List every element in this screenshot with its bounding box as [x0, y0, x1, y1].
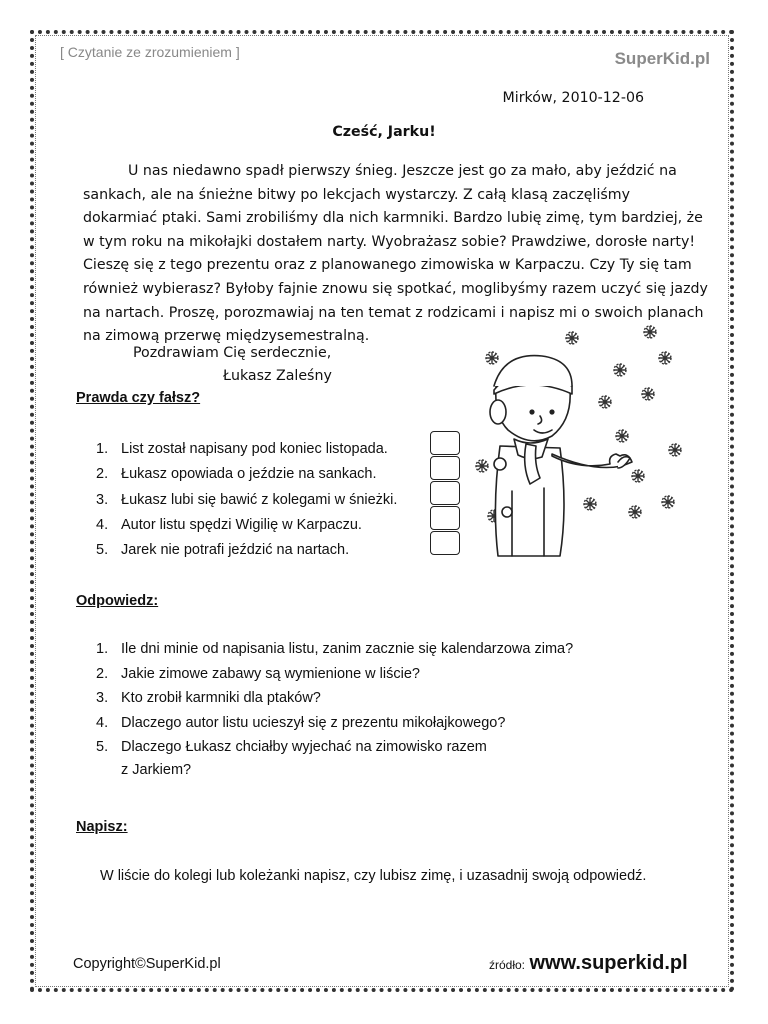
- source-link[interactable]: www.superkid.pl: [529, 952, 688, 974]
- snowflake-icon: [629, 506, 641, 518]
- item-number: 5.: [96, 542, 109, 559]
- item-text: Dlaczego autor listu ucieszył się z prezentu mikołajkowego?: [121, 714, 506, 731]
- item-text-continued: z Jarkiem?: [121, 762, 192, 778]
- letter-body-text: U nas niedawno spadł pierwszy śnieg. Jeszcze jest go za mało, aby jeździć na sankach, ale na śnieżne bitwy po lekcjach wystarczy. Z całą klasą zaczęliśmy dokarmiać ptaki. Sami zrobiliśmy dla nich karmniki. Bardzo lubię zimę, tym bardziej, że w tym roku na mikołajki dostałem narty. Wyobrażasz sobie? Prawdziwe, dorosłe narty! Cieszę się z tego prezentu oraz z planowanego zimowiska w Karpaczu. Czy Ty się tam również wybierasz? Byłoby fajnie znowu się spotkać, moglibyśmy razem uczyć się jazdy na nartach. Proszę, porozmawiaj na ten temat z rodzicami i napisz mi o swoich planach na zimową przerwę międzysemestralną.: [83, 163, 708, 345]
- letter-date: Mirków, 2010-12-06: [502, 90, 644, 106]
- list-item: [96, 517, 397, 542]
- item-text: Kto zrobił karmniki dla ptaków?: [121, 690, 321, 706]
- item-text: Łukasz opowiada o jeździe na sankach.: [121, 466, 377, 483]
- letter-greeting: Cześć, Jarku!: [332, 124, 436, 140]
- item-number: 3.: [96, 491, 109, 508]
- list-item: [96, 542, 397, 567]
- snowflake-icon: [584, 498, 596, 510]
- list-item: [96, 690, 582, 715]
- list-item: [96, 739, 582, 778]
- list-item: [96, 441, 397, 466]
- list-item: [96, 466, 397, 491]
- item-text: List został napisany pod koniec listopada.: [121, 441, 388, 457]
- boy-in-snow-illustration: [470, 316, 710, 566]
- item-text: Dlaczego Łukasz chciałby wyjechać na zimowisko razem: [121, 739, 487, 755]
- brand-logo: SuperKid.pl: [614, 49, 710, 68]
- closing-text: Pozdrawiam Cię serdecznie,: [133, 345, 332, 361]
- answer-box[interactable]: [430, 531, 460, 555]
- item-number: 1.: [96, 641, 109, 657]
- snowflake-icon: [599, 396, 611, 408]
- item-text: Autor listu spędzi Wigilię w Karpaczu.: [121, 516, 362, 533]
- item-number: 2.: [96, 665, 109, 682]
- snowflake-icon: [644, 326, 656, 338]
- snowflake-icon: [476, 460, 488, 472]
- list-item: [96, 641, 582, 666]
- item-text: Jakie zimowe zabawy są wymienione w liście?: [121, 665, 420, 682]
- answer-box[interactable]: [430, 481, 460, 505]
- true-false-title: Prawda czy fałsz?: [76, 390, 201, 406]
- snowflake-icon: [616, 430, 628, 442]
- snowflake-icon: [669, 444, 681, 456]
- answer-box[interactable]: [430, 506, 460, 530]
- source-line: [489, 952, 688, 975]
- item-text: Łukasz lubi się bawić z kolegami w śnieżki.: [121, 491, 398, 508]
- item-number: 2.: [96, 466, 109, 483]
- snowflake-icon: [659, 352, 671, 364]
- snowflake-icon: [566, 332, 578, 344]
- letter-signature: Łukasz Zaleśny: [223, 368, 332, 384]
- item-text: Jarek nie potrafi jeździć na nartach.: [121, 542, 350, 559]
- list-item: [96, 666, 582, 691]
- snowflake-icon: [486, 352, 498, 364]
- letter-closing: [133, 342, 332, 388]
- snowflake-icon: [642, 388, 654, 400]
- item-number: 1.: [96, 441, 109, 457]
- answer-list: [96, 641, 582, 778]
- snowflake-icon: [662, 496, 674, 508]
- worksheet-tag: [ Czytanie ze zrozumieniem ]: [60, 44, 240, 60]
- answer-box[interactable]: [430, 431, 460, 455]
- answer-box[interactable]: [430, 456, 460, 480]
- snowflake-icon: [632, 470, 644, 482]
- copyright: Copyright©SuperKid.pl: [73, 956, 221, 972]
- item-number: 4.: [96, 516, 109, 533]
- snowflake-icon: [614, 364, 626, 376]
- write-instruction: W liście do kolegi lub koleżanki napisz, czy lubisz zimę, i uzasadnij swoją odpowiedź.: [100, 868, 647, 884]
- item-number: 5.: [96, 739, 109, 755]
- write-title: Napisz:: [76, 819, 128, 835]
- answer-title: Odpowiedz:: [76, 593, 159, 609]
- true-false-list: [96, 441, 397, 567]
- item-text: Ile dni minie od napisania listu, zanim zacznie się kalendarzowa zima?: [121, 641, 574, 657]
- list-item: [96, 492, 397, 517]
- list-item: [96, 715, 582, 740]
- item-number: 4.: [96, 714, 109, 731]
- source-label: źródło:: [489, 958, 526, 972]
- item-number: 3.: [96, 690, 109, 706]
